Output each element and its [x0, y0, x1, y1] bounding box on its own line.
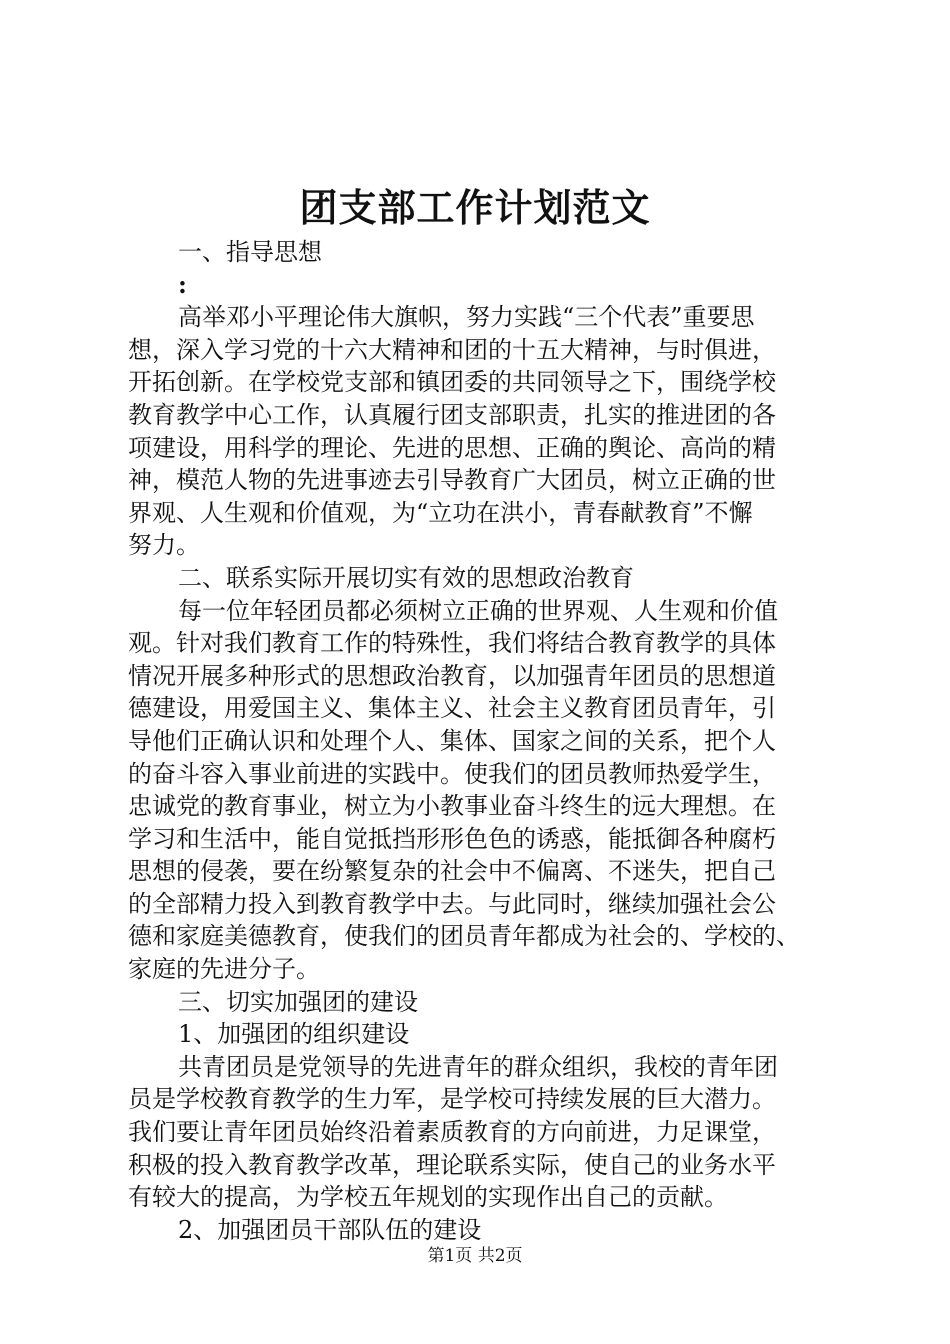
- text-line: 想，深入学习党的十六大精神和团的十五大精神，与时俱进，: [128, 335, 776, 364]
- document-title: 团支部工作计划范文: [299, 185, 651, 230]
- text-line: 有较大的提高，为学校五年规划的实现作出自己的贡献。: [128, 1183, 728, 1212]
- document-body: [128, 236, 850, 1246]
- text-line: 2、加强团员干部队伍的建设: [178, 1215, 482, 1244]
- text-line: 忠诚党的教育事业，树立为小教事业奋斗终生的远大理想。在: [128, 792, 776, 821]
- page-footer: 第1页 共2页: [427, 1246, 523, 1266]
- text-line: 家庭的先进分子。: [128, 955, 320, 984]
- text-line: 我们要让青年团员始终沿着素质教育的方向前进，力足课堂，: [128, 1118, 776, 1147]
- text-line: 1、加强团的组织建设: [178, 1020, 410, 1049]
- text-line: 共青团员是党领导的先进青年的群众组织，我校的青年团: [178, 1052, 778, 1081]
- text-line: 员是学校教育教学的生力军，是学校可持续发展的巨大潜力。: [128, 1085, 776, 1114]
- text-line: 每一位年轻团员都必须树立正确的世界观、人生观和价值: [178, 596, 778, 625]
- text-line: :: [178, 269, 187, 299]
- text-line: 界观、人生观和价值观，为“立功在洪小，青春献教育”不懈: [128, 498, 753, 527]
- text-line: 神，模范人物的先进事迹去引导教育广大团员，树立正确的世: [128, 466, 776, 495]
- text-line: 的奋斗容入事业前进的实践中。使我们的团员教师热爱学生，: [128, 759, 776, 788]
- text-line: 二、联系实际开展切实有效的思想政治教育: [178, 563, 634, 592]
- text-line: 的全部精力投入到教育教学中去。与此同时，继续加强社会公: [128, 889, 776, 918]
- text-line: 观。针对我们教育工作的特殊性，我们将结合教育教学的具体: [128, 629, 776, 658]
- text-line: 导他们正确认识和处理个人、集体、国家之间的关系，把个人: [128, 726, 776, 755]
- text-line: 三、切实加强团的建设: [178, 987, 418, 1016]
- text-line: 思想的侵袭，要在纷繁复杂的社会中不偏离、不迷失，把自己: [128, 857, 776, 886]
- text-line: 一、指导思想: [178, 238, 322, 266]
- text-line: 教育教学中心工作，认真履行团支部职责，扎实的推进团的各: [128, 400, 776, 429]
- text-line: 高举邓小平理论伟大旗帜，努力实践“三个代表”重要思: [178, 303, 755, 332]
- text-line: 努力。: [128, 531, 200, 560]
- text-line: 项建设，用科学的理论、先进的思想、正确的舆论、高尚的精: [128, 433, 776, 462]
- text-line: 德建设，用爱国主义、集体主义、社会主义教育团员青年，引: [128, 694, 776, 723]
- text-line: 德和家庭美德教育，使我们的团员青年都成为社会的、学校的、: [128, 922, 800, 951]
- text-line: 积极的投入教育教学改革，理论联系实际，使自己的业务水平: [128, 1150, 776, 1179]
- text-line: 开拓创新。在学校党支部和镇团委的共同领导之下，围绕学校: [128, 368, 776, 397]
- text-line: 情况开展多种形式的思想政治教育，以加强青年团员的思想道: [128, 661, 776, 690]
- text-line: 学习和生活中，能自觉抵挡形形色色的诱惑，能抵御各种腐朽: [128, 824, 776, 853]
